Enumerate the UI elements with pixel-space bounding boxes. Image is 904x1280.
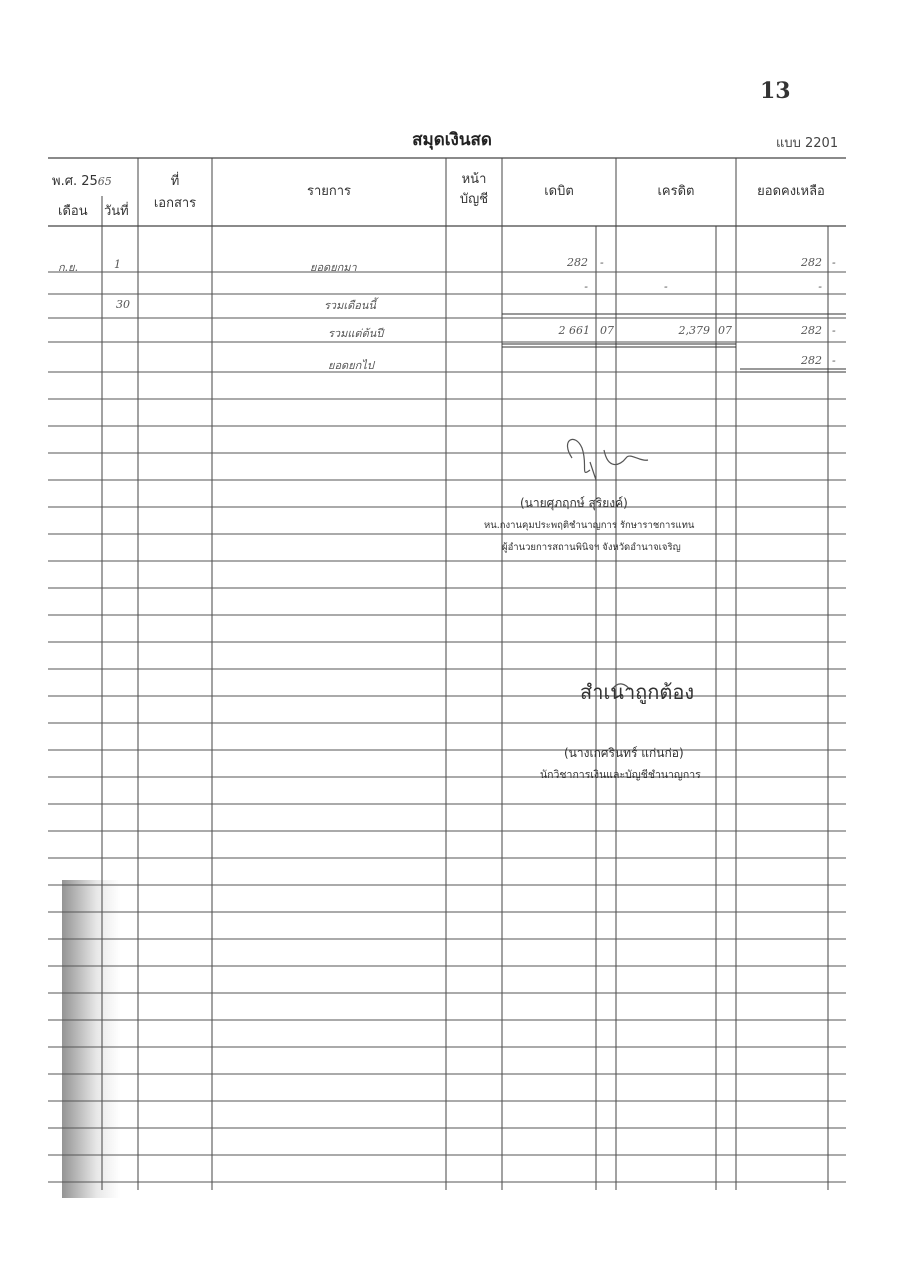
row-2-credit: - bbox=[664, 280, 668, 293]
certified-copy-stamp: สำเนาถูกต้อง bbox=[580, 680, 695, 704]
row-2-description: รวมเดือนนี้ bbox=[324, 299, 376, 312]
credit-header: เครดิต bbox=[657, 184, 695, 199]
row-3-description: รวมแต่ต้นปี bbox=[328, 327, 384, 340]
signer-name: (นายศุภฤกษ์ สุริยงค์) bbox=[520, 496, 628, 510]
day-header: วันที่ bbox=[104, 204, 129, 219]
row-3-debit: 2 661 bbox=[558, 324, 590, 337]
month-header: เดือน bbox=[58, 204, 88, 219]
balance-header: ยอดคงเหลือ bbox=[757, 184, 825, 199]
row-3-credit: 2,379 bbox=[678, 324, 710, 337]
row-4-balance-satang: - bbox=[832, 354, 836, 367]
row-2-balance: - bbox=[818, 280, 822, 293]
certifier-position: นักวิชาการเงินและบัญชีชำนาญการ bbox=[540, 769, 701, 781]
signer-position-line1: หน.กงานคุมประพฤติชำนาญการ รักษาราชการแทน bbox=[484, 520, 695, 531]
page-number: 13 bbox=[760, 78, 791, 104]
document-title: สมุดเงินสด bbox=[412, 130, 492, 150]
certifier-name: (นางเกศรินทร์ แก่นก่อ) bbox=[564, 746, 684, 760]
row-1-debit-satang: - bbox=[600, 256, 604, 269]
row-3-credit-satang: 07 bbox=[718, 324, 732, 337]
debit-header: เดบิต bbox=[544, 184, 574, 199]
row-2-debit: - bbox=[584, 280, 588, 293]
row-4-balance: 282 bbox=[801, 354, 822, 367]
doc-no-header-2: เอกสาร bbox=[153, 196, 197, 211]
row-3-balance-satang: - bbox=[832, 324, 836, 337]
row-1-balance-satang: - bbox=[832, 256, 836, 269]
row-1-month: ก.ย. bbox=[58, 261, 79, 274]
form-code: แบบ 2201 bbox=[776, 136, 839, 151]
row-1-description: ยอดยกมา bbox=[310, 261, 357, 274]
year-header: พ.ศ. 2565 bbox=[52, 174, 112, 189]
row-3-debit-satang: 07 bbox=[600, 324, 614, 337]
row-1-balance: 282 bbox=[801, 256, 822, 269]
description-header: รายการ bbox=[306, 184, 352, 199]
row-3-balance: 282 bbox=[801, 324, 822, 337]
row-1-debit: 282 bbox=[567, 256, 588, 269]
ledger-page-header-2: บัญชี bbox=[459, 192, 489, 207]
signer-position-line2: ผู้อำนวยการสถานพินิจฯ จังหวัดอำนาจเจริญ bbox=[502, 542, 681, 553]
row-2-day: 30 bbox=[116, 298, 130, 311]
ledger-page-header-1: หน้า bbox=[461, 172, 487, 187]
doc-no-header-1: ที่ bbox=[170, 174, 180, 189]
row-1-day: 1 bbox=[114, 258, 121, 271]
row-4-description: ยอดยกไป bbox=[328, 359, 374, 372]
